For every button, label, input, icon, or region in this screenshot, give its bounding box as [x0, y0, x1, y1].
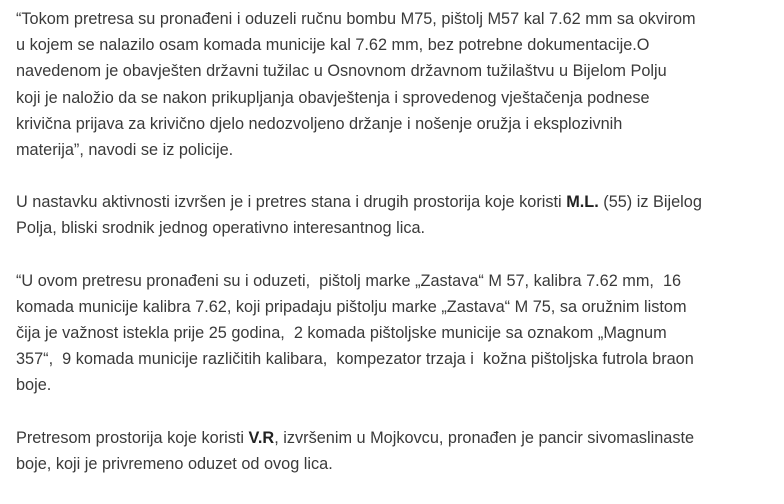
text-span: komada municije kalibra 7.62, koji pripadaju pištolju marke „Zastava“ M 75, sa oružnim listom	[16, 297, 687, 316]
text-line	[16, 189, 784, 215]
text-line	[16, 268, 784, 294]
text-span: koji je naložio da se nakon prikupljanja obavještenja i sprovedenog vještačenja podnese	[16, 88, 650, 107]
paragraph-search-findings	[16, 268, 784, 399]
text-line	[16, 32, 784, 58]
paragraph-search-ml	[16, 189, 784, 241]
text-span: navedenom je obavješten državni tužilac u Osnovnom državnom tužilaštvu u Bijelom Polju	[16, 62, 667, 81]
text-span: u kojem se nalazilo osam komada municije kal 7.62 mm, bez potrebne dokumentacije.O	[16, 36, 650, 55]
text-line	[16, 346, 784, 372]
text-line	[16, 451, 784, 477]
paragraph-search-vr	[16, 425, 784, 477]
person-initials: M.L.	[566, 193, 599, 212]
text-span: čija je važnost istekla prije 25 godina, 2 komada pištoljske municije sa oznakom „Magnum	[16, 324, 667, 343]
text-line	[16, 111, 784, 137]
text-span: “U ovom pretresu pronađeni su i oduzeti, pištolj marke „Zastava“ M 57, kalibra 7.62 mm, 16	[16, 271, 682, 290]
text-line	[16, 372, 784, 398]
text-line	[16, 294, 784, 320]
text-line	[16, 215, 784, 241]
text-line	[16, 425, 784, 451]
person-initials: V.R	[248, 428, 275, 447]
text-span: Pretresom prostorija koje koristi	[16, 428, 249, 447]
text-span: krivična prijava za krivično djelo nedozvoljeno držanje i nošenje oružja i eksplozivnih	[16, 114, 623, 133]
text-line	[16, 137, 784, 163]
text-span: U nastavku aktivnosti izvršen je i pretres stana i drugih prostorija koje koristi	[16, 193, 567, 212]
text-line	[16, 6, 784, 32]
text-span: Polja, bliski srodnik jednog operativno interesantnog lica.	[16, 219, 426, 238]
paragraph-police-quote	[16, 6, 784, 163]
text-span: “Tokom pretresa su pronađeni i oduzeli ručnu bombu M75, pištolj M57 kal 7.62 mm sa okvirom	[16, 10, 696, 28]
text-line	[16, 320, 784, 346]
text-span: (55) iz Bijelog	[598, 193, 702, 212]
text-span: boje, koji je privremeno oduzet od ovog lica.	[16, 454, 333, 473]
text-line	[16, 58, 784, 84]
text-line	[16, 85, 784, 111]
text-span: boje.	[16, 376, 52, 395]
text-span: , izvršenim u Mojkovcu, pronađen je pancir sivomaslinaste	[274, 428, 695, 447]
text-span: 357“, 9 komada municije različitih kalibara, kompezator trzaja i kožna pištoljska futrola braon	[16, 350, 694, 369]
text-span: materija”, navodi se iz policije.	[16, 141, 234, 160]
